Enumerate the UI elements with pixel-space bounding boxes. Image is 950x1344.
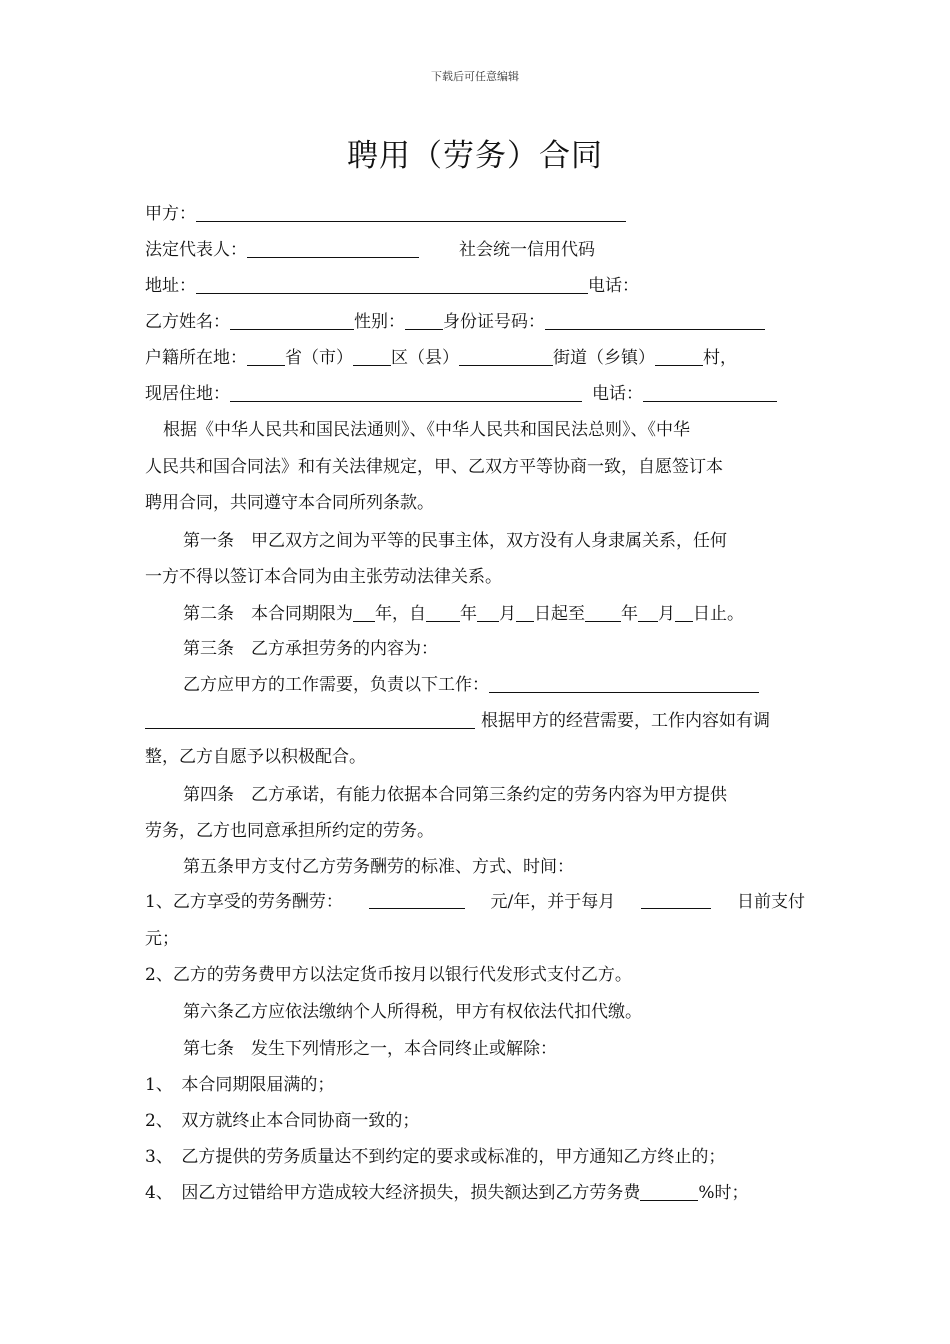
article-4-line: 第四条 乙方承诺，有能力依据本合同第三条约定的劳务内容为甲方提供 (183, 785, 727, 805)
party-a-line (145, 202, 810, 226)
term-years-blank[interactable] (353, 603, 375, 622)
article-2-text: 日止。 (693, 604, 744, 624)
credit-code-label: 社会统一信用代码 (459, 240, 595, 260)
header-note: 下载后可任意编辑 (431, 70, 519, 83)
party-a-blank[interactable] (196, 203, 626, 222)
village-label: 村， (703, 348, 737, 368)
article-1-line: 第一条 甲乙双方之间为平等的民事主体，双方没有人身隶属关系，任何 (183, 531, 727, 551)
end-year-blank[interactable] (585, 603, 621, 622)
article-5-title: 第五条甲方支付乙方劳务酬劳的标准、方式、时间： (183, 857, 574, 877)
address-label: 地址： (145, 276, 196, 296)
work-content-blank-2[interactable] (145, 710, 475, 729)
article-2-text: 年 (460, 604, 477, 624)
article-7-text: 4、 因乙方过错给甲方造成较大经济损失，损失额达到乙方劳务费 (145, 1183, 641, 1203)
article-2-text: 月 (658, 604, 675, 624)
gender-blank[interactable] (405, 311, 443, 330)
article-5-item-1 (145, 890, 805, 914)
article-5-item-1-cont: 元； (145, 929, 179, 949)
preamble-line: 人民共和国合同法》和有关法律规定，甲、乙双方平等协商一致，自愿签订本 (145, 457, 723, 477)
work-content-blank[interactable] (489, 674, 759, 693)
district-blank[interactable] (353, 347, 391, 366)
article-3-line (183, 673, 848, 697)
legal-rep-line (145, 238, 810, 262)
article-2-text: 日起至 (534, 604, 585, 624)
article-7-item: 3、 乙方提供的劳务质量达不到约定的要求或标准的，甲方通知乙方终止的； (145, 1147, 726, 1167)
article-2-text: 年 (621, 604, 638, 624)
article-7-text: %时； (698, 1183, 749, 1203)
household-line (145, 346, 810, 370)
residence-line (145, 382, 810, 406)
residence-label: 现居住地： (145, 384, 230, 404)
legal-rep-blank[interactable] (247, 239, 419, 258)
article-3-line (145, 709, 810, 733)
article-2-text: 年，自 (375, 604, 426, 624)
article-7-item: 2、 双方就终止本合同协商一致的； (145, 1111, 420, 1131)
article-7-title: 第七条 发生下列情形之一，本合同终止或解除： (183, 1039, 557, 1059)
start-day-blank[interactable] (516, 603, 534, 622)
party-a-label: 甲方： (145, 204, 196, 224)
street-label: 街道（乡镇） (553, 348, 655, 368)
article-6: 第六条乙方应依法缴纳个人所得税，甲方有权依法代扣代缴。 (183, 1002, 642, 1022)
party-b-name-label: 乙方姓名： (145, 312, 230, 332)
article-3-text: 根据甲方的经营需要，工作内容如有调 (481, 711, 770, 731)
district-label: 区（县） (391, 348, 459, 368)
start-month-blank[interactable] (477, 603, 499, 622)
preamble-line: 聘用合同，共同遵守本合同所列条款。 (145, 493, 434, 513)
province-blank[interactable] (247, 347, 285, 366)
party-b-line (145, 310, 810, 334)
residence-phone-label: 电话： (592, 384, 643, 404)
article-7-item (145, 1181, 810, 1205)
residence-blank[interactable] (230, 383, 582, 402)
article-2-text: 第二条 本合同期限为 (183, 604, 353, 624)
article-3-line: 整，乙方自愿予以积极配合。 (145, 747, 366, 767)
article-3-title: 第三条 乙方承担劳务的内容为： (183, 639, 438, 659)
article-3-text: 乙方应甲方的工作需要，负责以下工作： (183, 675, 489, 695)
annual-fee-blank[interactable] (369, 890, 465, 909)
gender-label: 性别： (354, 312, 405, 332)
household-label: 户籍所在地： (145, 348, 247, 368)
end-day-blank[interactable] (675, 603, 693, 622)
article-5-text: 1、乙方享受的劳务酬劳： (145, 892, 343, 912)
article-4-line: 劳务，乙方也同意承担所约定的劳务。 (145, 821, 434, 841)
pay-day-blank[interactable] (641, 890, 711, 909)
address-line (145, 274, 810, 298)
village-blank[interactable] (655, 347, 703, 366)
street-blank[interactable] (459, 347, 553, 366)
party-b-name-blank[interactable] (230, 311, 354, 330)
end-month-blank[interactable] (638, 603, 658, 622)
province-label: 省（市） (285, 348, 353, 368)
article-2-text: 月 (499, 604, 516, 624)
address-blank[interactable] (196, 275, 588, 294)
article-7-item: 1、 本合同期限届满的； (145, 1075, 335, 1095)
id-label: 身份证号码： (443, 312, 545, 332)
article-1-line: 一方不得以签订本合同为由主张劳动法律关系。 (145, 567, 502, 587)
article-5-text: 元/年，并于每月 (490, 892, 616, 912)
legal-rep-label: 法定代表人： (145, 240, 247, 260)
residence-phone-blank[interactable] (643, 383, 777, 402)
article-5-item-2: 2、乙方的劳务费甲方以法定货币按月以银行代发形式支付乙方。 (145, 965, 632, 985)
article-5-text: 日前支付 (737, 892, 805, 912)
article-2-line (183, 602, 848, 626)
start-year-blank[interactable] (426, 603, 460, 622)
phone-label: 电话： (588, 276, 639, 296)
id-blank[interactable] (545, 311, 765, 330)
loss-percent-blank[interactable] (640, 1182, 698, 1201)
document-title: 聘用（劳务）合同 (347, 138, 603, 174)
preamble-line: 根据《中华人民共和国民法通则》、《中华人民共和国民法总则》、《中华 (163, 420, 690, 440)
